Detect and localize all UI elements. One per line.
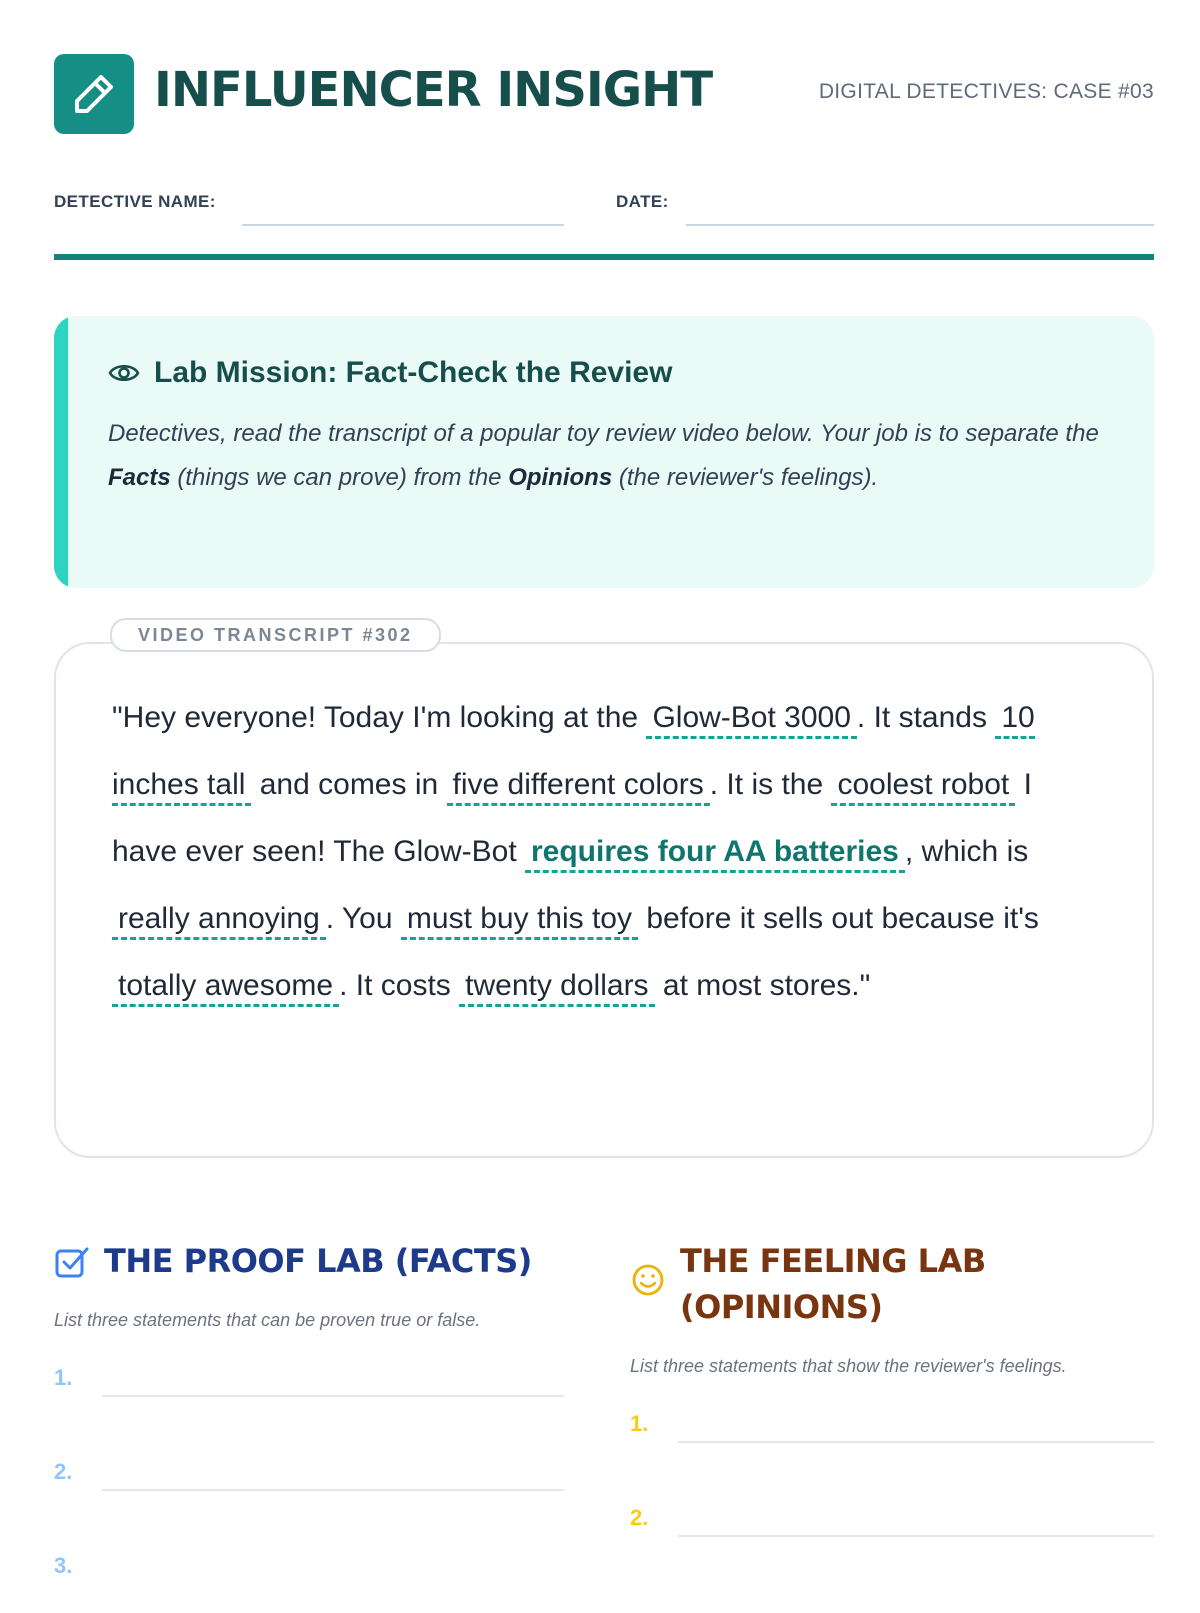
date-label: DATE: xyxy=(616,192,669,211)
mission-panel xyxy=(54,316,1154,588)
transcript-text-part: I have ever seen! The Glow-Bot xyxy=(112,768,1032,868)
answer-number: 1. xyxy=(54,1365,73,1390)
transcript-text-part: and comes in xyxy=(251,768,447,801)
opinions-lab-instruction: List three statements that show the reviewer's feelings. xyxy=(630,1356,1067,1376)
worksheet-page xyxy=(54,0,1154,1600)
answer-line[interactable] xyxy=(678,1535,1154,1537)
checkbox-icon xyxy=(54,1244,90,1280)
page-title: INFLUENCER INSIGHT xyxy=(154,62,713,118)
mission-title: Lab Mission: Fact-Check the Review xyxy=(154,356,673,389)
date-field[interactable] xyxy=(686,224,1154,226)
transcript-text-part: "Hey everyone! Today I'm looking at the xyxy=(112,701,647,734)
facts-lab-title: THE PROOF LAB (FACTS) xyxy=(104,1242,532,1280)
name-field[interactable] xyxy=(242,224,564,226)
opinions-lab-header xyxy=(630,1238,1154,1330)
transcript-text xyxy=(112,684,1104,1019)
answer-line[interactable] xyxy=(678,1441,1154,1443)
facts-keyword: Facts xyxy=(108,464,171,491)
highlighted-phrase-active[interactable]: requires four AA batteries xyxy=(525,835,905,873)
answer-line[interactable] xyxy=(102,1395,564,1397)
transcript-text-part: . It is the xyxy=(709,768,832,801)
mission-text-part: (the reviewer's feelings). xyxy=(612,464,879,491)
mission-instructions xyxy=(108,412,1108,500)
opinions-lab-title: THE FEELING LAB (OPINIONS) xyxy=(680,1242,986,1326)
fact-answer-row[interactable] xyxy=(54,1425,564,1519)
transcript-text-part: , which is xyxy=(904,835,1029,868)
mission-accent-bar xyxy=(54,316,68,588)
opinion-answer-row[interactable] xyxy=(630,1471,1154,1565)
transcript-text-part: . It stands xyxy=(856,701,996,734)
highlighted-phrase[interactable]: Glow-Bot 3000 xyxy=(646,701,856,739)
transcript-text-part: . You xyxy=(325,902,401,935)
facts-lab xyxy=(54,1238,564,1613)
transcript-text-part: before it sells out because it's xyxy=(637,902,1039,935)
fact-answer-row[interactable] xyxy=(54,1519,564,1613)
answer-number: 3. xyxy=(54,1553,73,1578)
logo-badge xyxy=(54,54,134,134)
eye-icon xyxy=(108,361,140,385)
pencil-icon xyxy=(71,71,117,117)
mission-text-part: (things we can prove) from the xyxy=(170,464,509,491)
case-label: DIGITAL DETECTIVES: CASE #03 xyxy=(818,80,1154,103)
worksheet-header xyxy=(54,54,1154,134)
student-fields xyxy=(54,186,1154,226)
highlighted-phrase[interactable]: really annoying xyxy=(112,902,326,940)
answer-number: 2. xyxy=(54,1459,73,1484)
opinions-lab xyxy=(630,1238,1154,1565)
transcript-card xyxy=(54,642,1154,1158)
mission-text-part: Detectives, read the transcript of a popular toy review video below. Your job is to separate the xyxy=(108,420,1099,447)
fact-answer-row[interactable] xyxy=(54,1331,564,1425)
highlighted-phrase[interactable]: five different colors xyxy=(447,768,710,806)
facts-lab-instruction: List three statements that can be proven true or false. xyxy=(54,1310,481,1330)
opinion-answer-row[interactable] xyxy=(630,1377,1154,1471)
answer-number: 1. xyxy=(630,1411,649,1436)
transcript-tag: VIDEO TRANSCRIPT #302 xyxy=(110,618,441,652)
transcript-text-part: at most stores." xyxy=(654,969,871,1002)
name-label: DETECTIVE NAME: xyxy=(54,192,216,211)
opinions-keyword: Opinions xyxy=(508,464,613,491)
transcript-text-part: . It costs xyxy=(339,969,460,1002)
highlighted-phrase[interactable]: must buy this toy xyxy=(401,902,638,940)
mission-header xyxy=(108,356,672,390)
highlighted-phrase[interactable]: twenty dollars xyxy=(459,969,654,1007)
header-divider xyxy=(54,254,1154,260)
highlighted-phrase[interactable]: coolest robot xyxy=(831,768,1015,806)
answer-line[interactable] xyxy=(102,1489,564,1491)
facts-lab-header xyxy=(54,1238,564,1284)
highlighted-phrase[interactable]: 10 inches tall xyxy=(112,701,1035,806)
smile-icon xyxy=(630,1262,666,1298)
answer-number: 2. xyxy=(630,1505,649,1530)
highlighted-phrase[interactable]: totally awesome xyxy=(112,969,339,1007)
